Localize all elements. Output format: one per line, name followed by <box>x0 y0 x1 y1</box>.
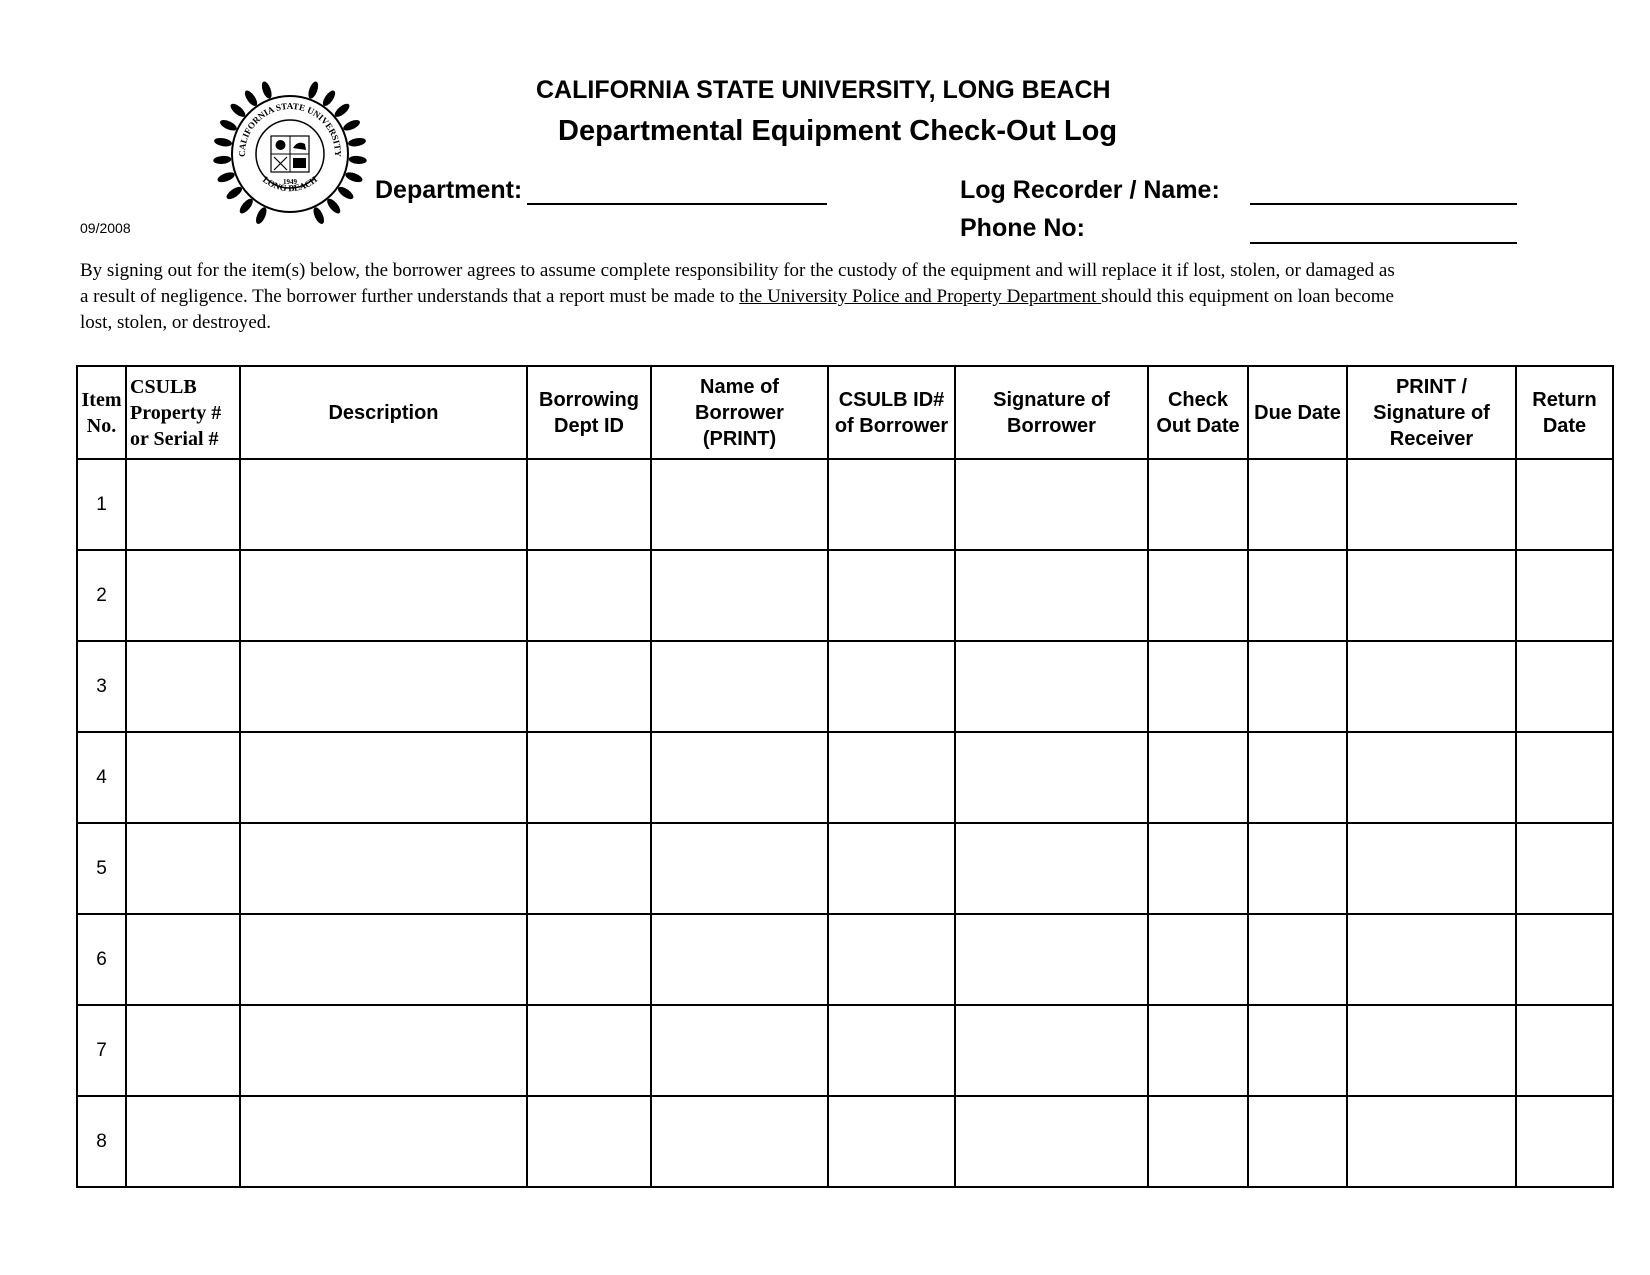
return-date-cell[interactable] <box>1516 732 1613 823</box>
property-serial-cell[interactable] <box>126 914 240 1005</box>
column-header-due-date: Due Date <box>1248 366 1347 459</box>
borrowing-dept-cell[interactable] <box>527 550 651 641</box>
property-serial-cell[interactable] <box>126 550 240 641</box>
checkout-date-cell[interactable] <box>1148 823 1248 914</box>
notice-underlined-text: the University Police and Property Department <box>739 286 1102 307</box>
checkout-date-cell[interactable] <box>1148 550 1248 641</box>
due-date-cell[interactable] <box>1248 1096 1347 1187</box>
column-header-description: Description <box>240 366 527 459</box>
department-label: Department: <box>375 176 523 204</box>
borrower-name-cell[interactable] <box>651 550 828 641</box>
receiver-signature-cell[interactable] <box>1347 1005 1516 1096</box>
receiver-signature-cell[interactable] <box>1347 641 1516 732</box>
borrower-id-cell[interactable] <box>828 914 955 1005</box>
borrower-signature-cell[interactable] <box>955 1096 1148 1187</box>
borrowing-dept-cell[interactable] <box>527 1096 651 1187</box>
due-date-cell[interactable] <box>1248 459 1347 550</box>
borrowing-dept-cell[interactable] <box>527 459 651 550</box>
borrower-signature-cell[interactable] <box>955 914 1148 1005</box>
return-date-cell[interactable] <box>1516 550 1613 641</box>
borrowing-dept-cell[interactable] <box>527 914 651 1005</box>
item-number: 1 <box>77 459 126 550</box>
description-cell[interactable] <box>240 550 527 641</box>
borrower-id-cell[interactable] <box>828 1096 955 1187</box>
borrower-name-cell[interactable] <box>651 1096 828 1187</box>
university-seal <box>205 80 375 228</box>
borrower-id-cell[interactable] <box>828 641 955 732</box>
table-row <box>77 641 1613 732</box>
receiver-signature-cell[interactable] <box>1347 732 1516 823</box>
column-header-borrowing-dept: Borrowing Dept ID <box>527 366 651 459</box>
description-cell[interactable] <box>240 1096 527 1187</box>
borrower-signature-cell[interactable] <box>955 641 1148 732</box>
log-recorder-label: Log Recorder / Name: <box>960 176 1220 204</box>
seal-year: 1949 <box>283 178 297 186</box>
item-number: 3 <box>77 641 126 732</box>
department-field[interactable] <box>527 203 827 205</box>
borrower-name-cell[interactable] <box>651 1005 828 1096</box>
due-date-cell[interactable] <box>1248 732 1347 823</box>
table-row <box>77 732 1613 823</box>
item-number: 6 <box>77 914 126 1005</box>
property-serial-cell[interactable] <box>126 1096 240 1187</box>
log-body <box>77 459 1613 1187</box>
return-date-cell[interactable] <box>1516 823 1613 914</box>
phone-field[interactable] <box>1250 242 1517 244</box>
return-date-cell[interactable] <box>1516 1096 1613 1187</box>
borrowing-dept-cell[interactable] <box>527 823 651 914</box>
return-date-cell[interactable] <box>1516 459 1613 550</box>
column-header-checkout-date: Check Out Date <box>1148 366 1248 459</box>
item-number: 2 <box>77 550 126 641</box>
borrower-id-cell[interactable] <box>828 459 955 550</box>
table-row <box>77 914 1613 1005</box>
table-row <box>77 459 1613 550</box>
revision-date: 09/2008 <box>80 220 131 236</box>
checkout-date-cell[interactable] <box>1148 1005 1248 1096</box>
receiver-signature-cell[interactable] <box>1347 823 1516 914</box>
seal-ring-text: CALIFORNIA STATE UNIVERSITY <box>236 100 344 157</box>
borrower-name-cell[interactable] <box>651 914 828 1005</box>
due-date-cell[interactable] <box>1248 1005 1347 1096</box>
column-header-item-no: Item No. <box>77 366 126 459</box>
receiver-signature-cell[interactable] <box>1347 550 1516 641</box>
borrowing-dept-cell[interactable] <box>527 641 651 732</box>
description-cell[interactable] <box>240 914 527 1005</box>
item-number: 4 <box>77 732 126 823</box>
due-date-cell[interactable] <box>1248 914 1347 1005</box>
item-number: 8 <box>77 1096 126 1187</box>
receiver-signature-cell[interactable] <box>1347 459 1516 550</box>
borrower-name-cell[interactable] <box>651 732 828 823</box>
header-row <box>77 366 1613 459</box>
checkout-log-table <box>76 365 1614 1188</box>
receiver-signature-cell[interactable] <box>1347 914 1516 1005</box>
borrower-signature-cell[interactable] <box>955 550 1148 641</box>
checkout-date-cell[interactable] <box>1148 1096 1248 1187</box>
checkout-date-cell[interactable] <box>1148 641 1248 732</box>
column-header-borrower-name: Name of Borrower (PRINT) <box>651 366 828 459</box>
description-cell[interactable] <box>240 823 527 914</box>
borrower-signature-cell[interactable] <box>955 1005 1148 1096</box>
return-date-cell[interactable] <box>1516 914 1613 1005</box>
borrower-signature-cell[interactable] <box>955 732 1148 823</box>
return-date-cell[interactable] <box>1516 1005 1613 1096</box>
description-cell[interactable] <box>240 641 527 732</box>
institution-name: CALIFORNIA STATE UNIVERSITY, LONG BEACH <box>536 76 1111 104</box>
borrower-signature-cell[interactable] <box>955 823 1148 914</box>
responsibility-notice <box>80 258 1400 336</box>
notice-text-end: should this equipment on loan become lost, stolen, or destroyed. <box>80 286 1394 333</box>
due-date-cell[interactable] <box>1248 823 1347 914</box>
column-header-receiver-signature: PRINT / Signature of Receiver <box>1347 366 1516 459</box>
borrower-id-cell[interactable] <box>828 550 955 641</box>
borrowing-dept-cell[interactable] <box>527 732 651 823</box>
return-date-cell[interactable] <box>1516 641 1613 732</box>
checkout-date-cell[interactable] <box>1148 914 1248 1005</box>
borrowing-dept-cell[interactable] <box>527 1005 651 1096</box>
table-row <box>77 823 1613 914</box>
page-title: Departmental Equipment Check-Out Log <box>558 115 1118 147</box>
receiver-signature-cell[interactable] <box>1347 1096 1516 1187</box>
borrower-id-cell[interactable] <box>828 823 955 914</box>
borrower-name-cell[interactable] <box>651 823 828 914</box>
property-serial-cell[interactable] <box>126 732 240 823</box>
property-serial-cell[interactable] <box>126 1005 240 1096</box>
description-cell[interactable] <box>240 1005 527 1096</box>
description-cell[interactable] <box>240 459 527 550</box>
table-row <box>77 550 1613 641</box>
item-number: 7 <box>77 1005 126 1096</box>
column-header-property-serial: CSULB Property # or Serial # <box>126 366 240 459</box>
borrower-id-cell[interactable] <box>828 1005 955 1096</box>
notice-text: By signing out for the item(s) below, the borrower agrees to assume complete responsibility for the custody of the equipment and will replace it if lost, stolen, or damaged as a result of negligence. The borrower further understands that a report must be made to <box>80 260 1395 307</box>
table-row <box>77 1096 1613 1187</box>
borrower-id-cell[interactable] <box>828 732 955 823</box>
borrower-name-cell[interactable] <box>651 641 828 732</box>
seal-bottom-text: LONG BEACH <box>260 174 320 194</box>
description-cell[interactable] <box>240 732 527 823</box>
log-recorder-field[interactable] <box>1250 203 1517 205</box>
table-row <box>77 1005 1613 1096</box>
borrower-name-cell[interactable] <box>651 459 828 550</box>
due-date-cell[interactable] <box>1248 550 1347 641</box>
checkout-date-cell[interactable] <box>1148 459 1248 550</box>
column-header-borrower-id: CSULB ID# of Borrower <box>828 366 955 459</box>
property-serial-cell[interactable] <box>126 641 240 732</box>
due-date-cell[interactable] <box>1248 641 1347 732</box>
borrower-signature-cell[interactable] <box>955 459 1148 550</box>
property-serial-cell[interactable] <box>126 459 240 550</box>
checkout-date-cell[interactable] <box>1148 732 1248 823</box>
item-number: 5 <box>77 823 126 914</box>
column-header-return-date: Return Date <box>1516 366 1613 459</box>
property-serial-cell[interactable] <box>126 823 240 914</box>
column-header-borrower-signature: Signature of Borrower <box>955 366 1148 459</box>
phone-label: Phone No: <box>960 214 1085 242</box>
